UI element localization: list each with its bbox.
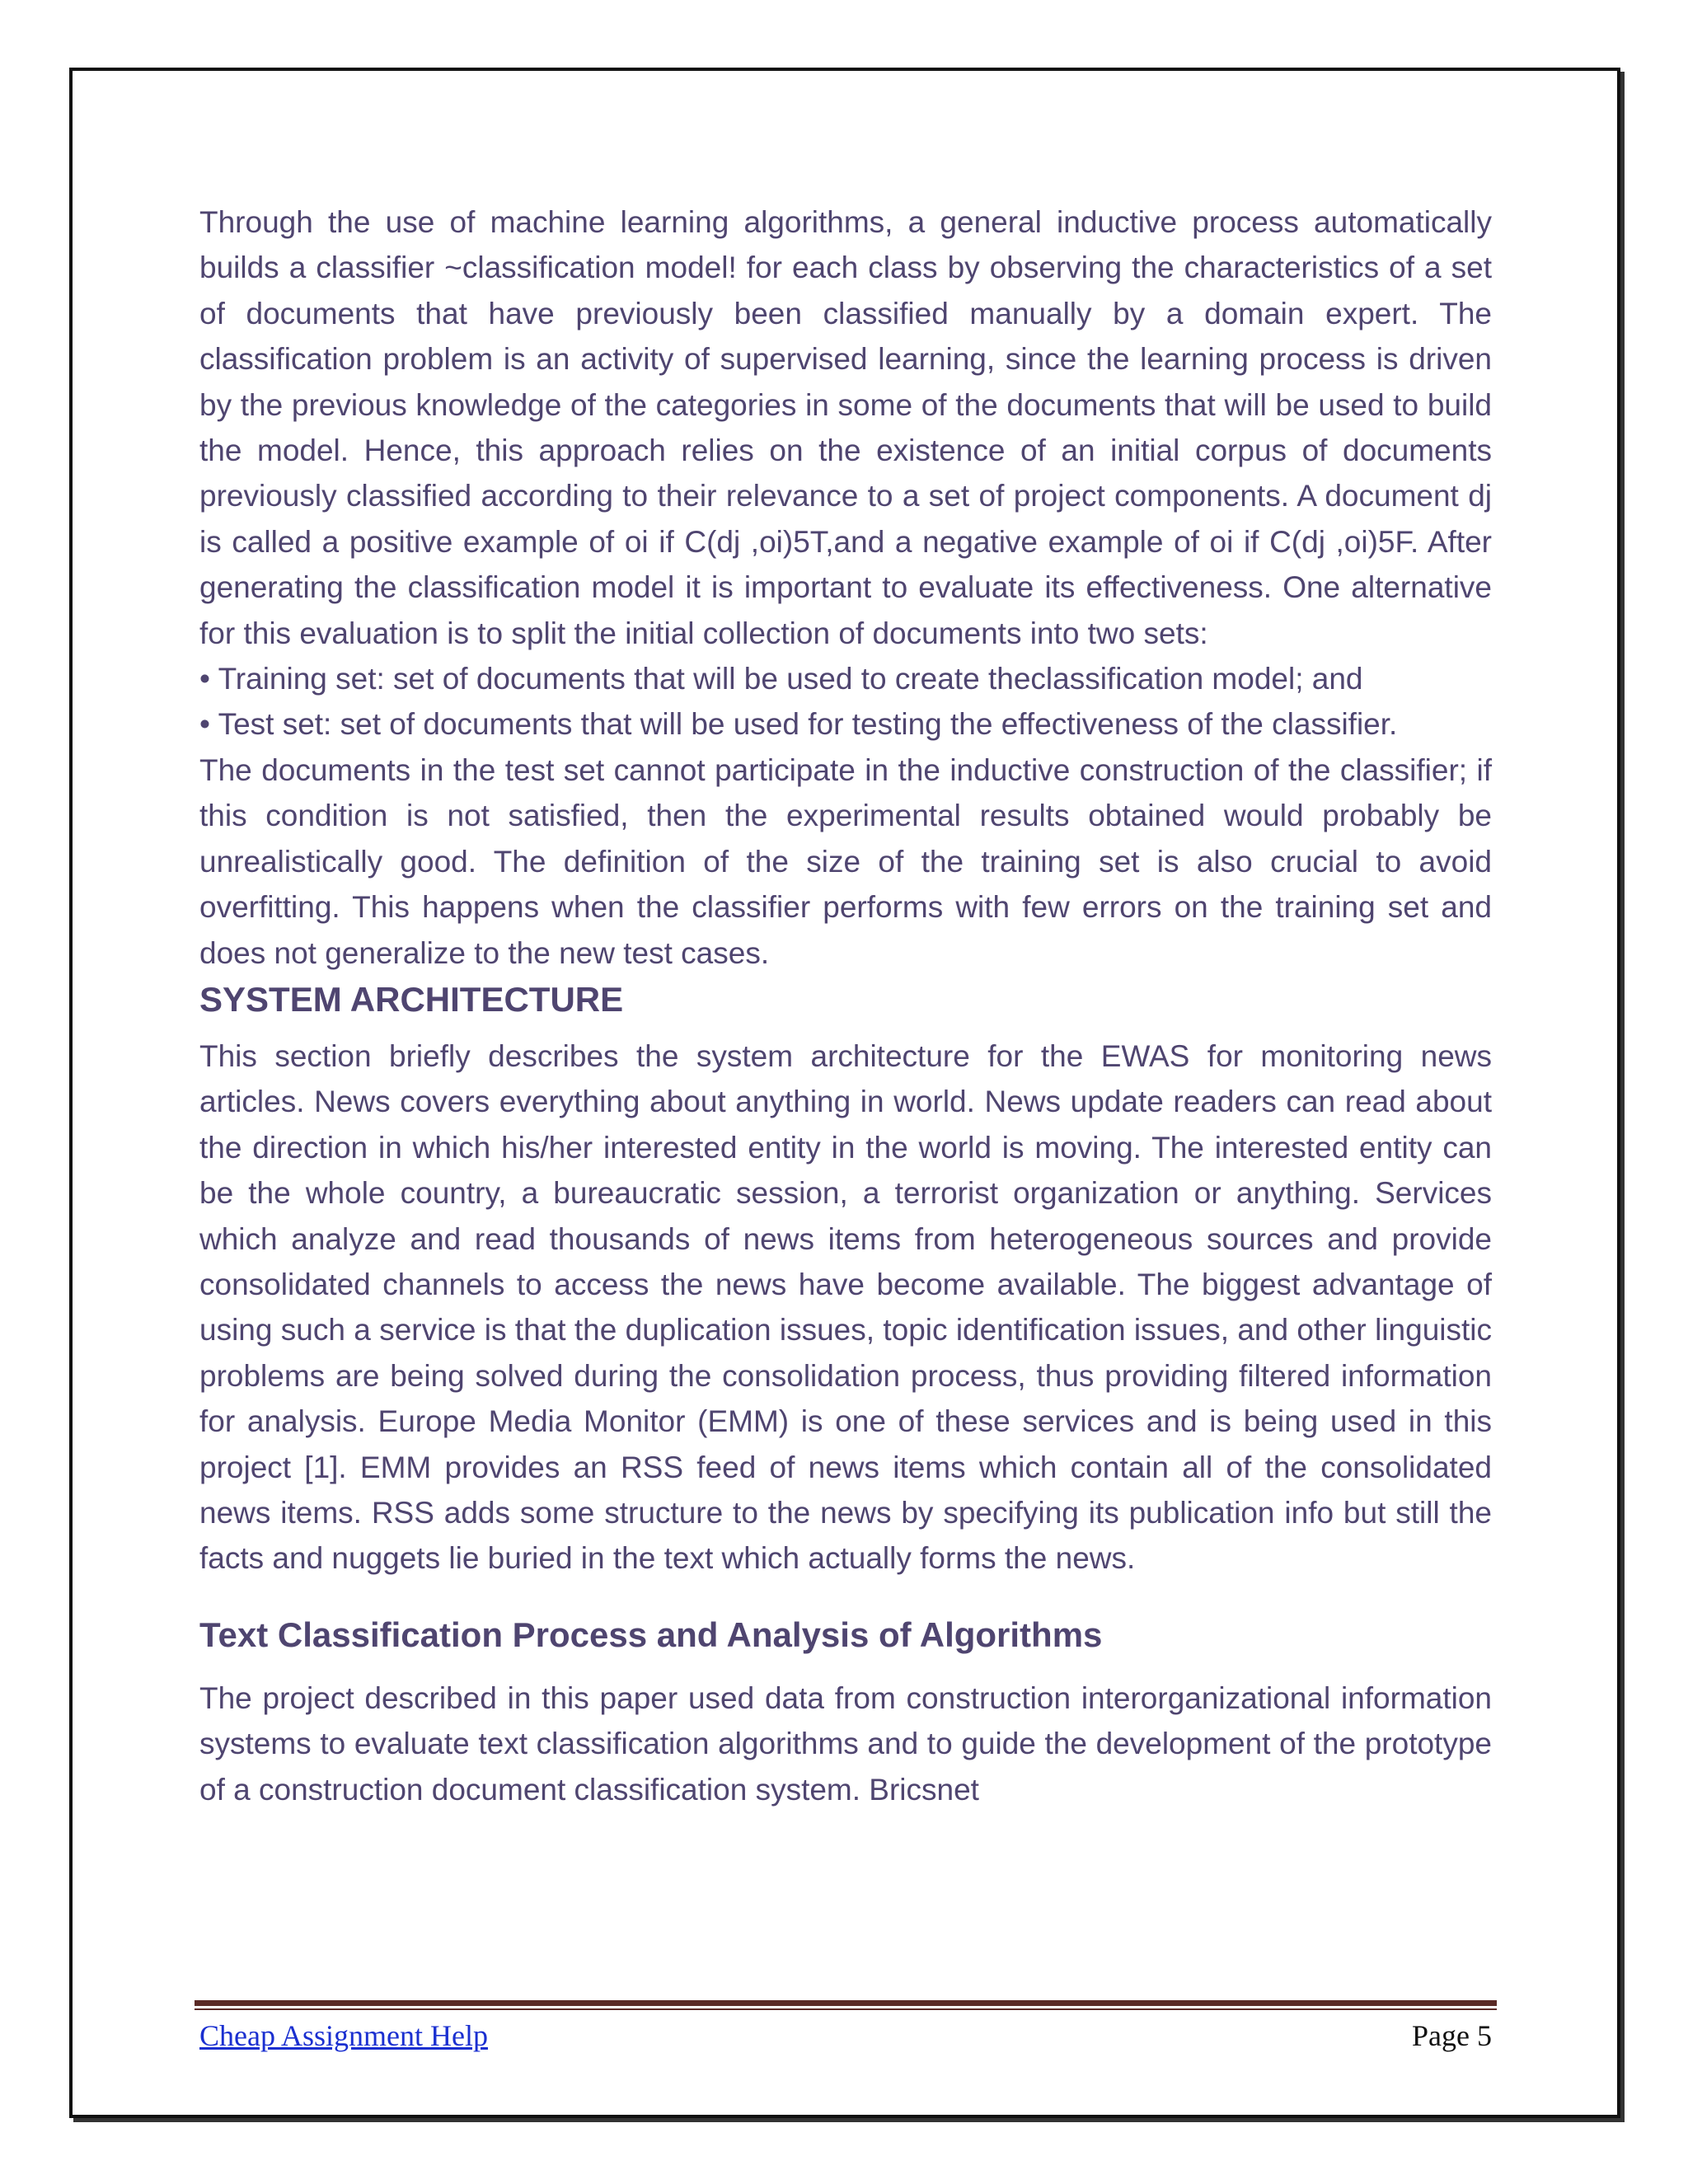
document-body [199,199,1492,1812]
bullet-test-set: • Test set: set of documents that will be used for testing the effectiveness of the classifier. [199,707,1398,742]
heading-text-classification: Text Classification Process and Analysis of Algorithms [199,1615,1103,1654]
paragraph-intro: Through the use of machine learning algorithms, a general inductive process automatically builds a classifier ~classification model! for each class by observing the characteristics of a set of documents that have previously been classified manually by a domain expert. The classification problem is an activity of supervised learning, since the learning process is driven by the previous knowledge of the categories in some of the documents that will be used to build the model. Hence, this approach relies on the existence of an initial corpus of documents previously classified according to their relevance to a set of project components. A document dj is called a positive example of oi if C(dj ,oi)5T,and a negative example of oi if C(dj ,oi)5F. After generating the classification model it is important to evaluate its effectiveness. One alternative for this evaluation is to split the initial collection of documents into two sets: [199,205,1492,650]
paragraph-test-set: The documents in the test set cannot participate in the inductive construction of the classifier; if this condition is not satisfied, then the experimental results obtained would probably be unrealistically good. The definition of the size of the training set is also crucial to avoid overfitting. This happens when the classifier performs with few errors on the training set and does not generalize to the new test cases. [199,752,1492,970]
footer-rule-thin [195,2008,1497,2010]
footer-link[interactable]: Cheap Assignment Help [199,2019,488,2052]
bullet-training-set: • Training set: set of documents that will be used to create theclassification model; and [199,662,1363,696]
page-number: Page 5 [1412,2019,1492,2052]
paragraph-system-architecture: This section briefly describes the system architecture for the EWAS for monitoring news articles. News covers everything about anything in world. News update readers can read about the direction in which his/her interested entity in the world is moving. The interested entity can be the whole country, a bureaucratic session, a terrorist organization or anything. Services which analyze and read thousands of news items from heterogeneous sources and provide consolidated channels to access the news have become available. The biggest advantage of using such a service is that the duplication issues, topic identification issues, and other linguistic problems are being solved during the consolidation process, thus providing filtered information for analysis. Europe Media Monitor (EMM) is one of these services and is being used in this project [1]. EMM provides an RSS feed of news items which contain all of the consolidated news items. RSS adds some structure to the news by specifying its publication info but still the facts and nuggets lie buried in the text which actually forms the news. [199,1038,1492,1576]
footer-rule [195,2000,1497,2006]
heading-system-architecture: SYSTEM ARCHITECTURE [199,979,624,1019]
paragraph-project: The project described in this paper used data from construction interorganizational information systems to evaluate text classification algorithms and to guide the development of the prototype of a construction document classification system. Bricsnet [199,1680,1492,1807]
